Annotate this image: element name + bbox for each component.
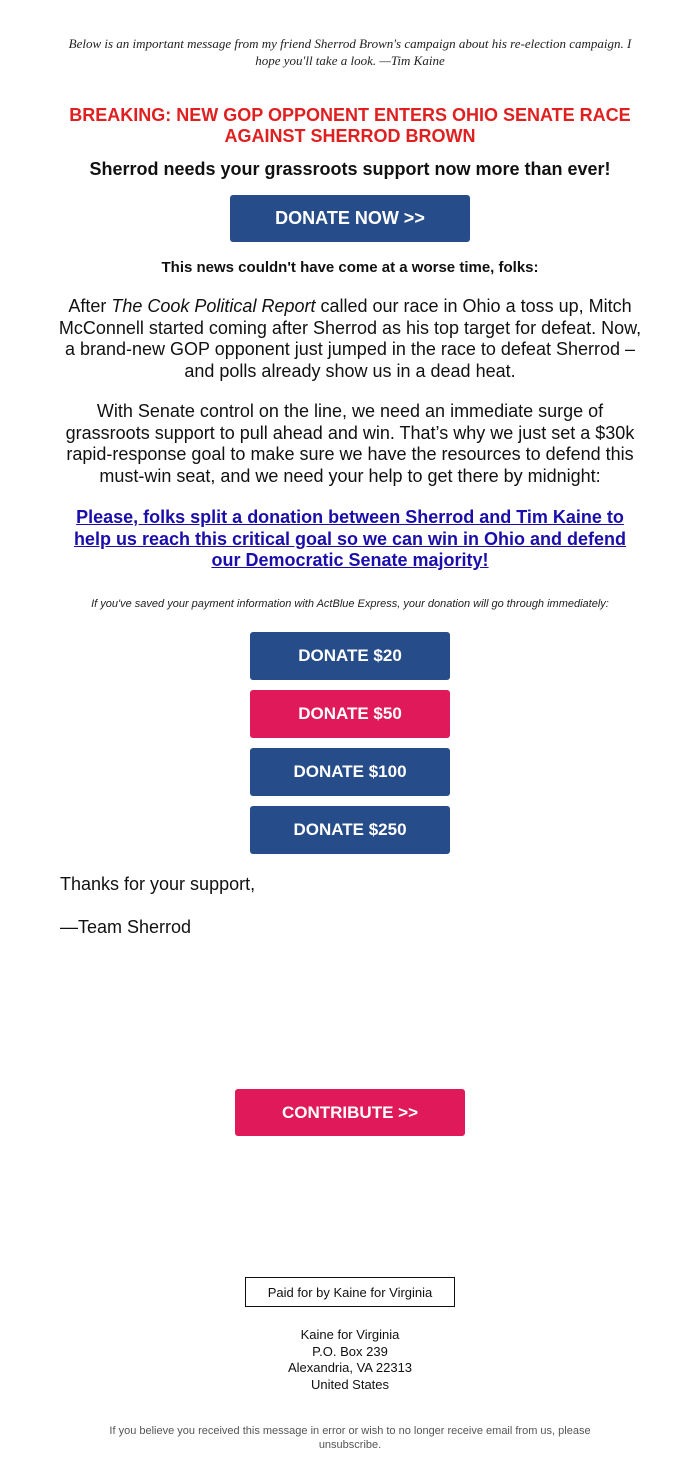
publication-name: The Cook Political Report — [111, 296, 316, 316]
split-donation-link[interactable]: Please, folks split a donation between Sherrod and Tim Kaine to help us reach this critical goal so we can win in Ohio and defend our Democratic Senate majority! — [73, 507, 627, 570]
address-line-org: Kaine for Virginia — [300, 1327, 400, 1342]
body-paragraph-1 — [55, 296, 645, 382]
donate-20-button[interactable]: DONATE $20 — [250, 632, 450, 680]
body-paragraph-2: With Senate control on the line, we need an immediate surge of grassroots support to pull ahead and win. That’s why we just set a $30k rapid-response goal to make sure we have the resources to defend this must-win seat, and we need your help to get there by midnight: — [65, 401, 635, 486]
donate-now-button[interactable]: DONATE NOW >> — [230, 195, 470, 242]
address-line-country: United States — [310, 1376, 390, 1392]
para1-after: called our race in Ohio a toss up, Mitch McConnell started coming after Sherrod as his top target for defeat. Now, a brand-new GOP opponent just jumped in the race to defeat Sherrod – and polls already show us in a dead heat. — [58, 296, 642, 381]
unsubscribe-notice[interactable]: If you believe you received this message in error or wish to no longer receive email from us, please unsubscribe. — [109, 1425, 591, 1451]
donate-100-button[interactable]: DONATE $100 — [250, 748, 450, 796]
contribute-button[interactable]: CONTRIBUTE >> — [235, 1089, 465, 1136]
paid-for-disclaimer: Paid for by Kaine for Virginia — [245, 1277, 455, 1307]
mailing-address — [200, 1327, 500, 1393]
para1-before: After — [68, 296, 112, 316]
thanks-line: Thanks for your support, — [60, 874, 256, 894]
intro-message: Below is an important message from my friend Sherrod Brown's campaign about his re-election campaign. I hope you'll take a look. —Tim Kaine — [68, 36, 632, 68]
address-line-city: Alexandria, VA 22313 — [287, 1360, 413, 1375]
lead-sentence: This news couldn't have come at a worse time, folks: — [161, 259, 539, 276]
address-line-box: P.O. Box 239 — [312, 1343, 388, 1359]
donate-50-button[interactable]: DONATE $50 — [250, 690, 450, 738]
signature: —Team Sherrod — [60, 917, 192, 937]
subheadline: Sherrod needs your grassroots support now more than ever! — [89, 159, 611, 179]
donate-250-button[interactable]: DONATE $250 — [250, 806, 450, 854]
actblue-express-note: If you've saved your payment information with ActBlue Express, your donation will go through immediately: — [91, 598, 609, 610]
breaking-headline: BREAKING: NEW GOP OPPONENT ENTERS OHIO SENATE RACE AGAINST SHERROD BROWN — [69, 105, 631, 146]
